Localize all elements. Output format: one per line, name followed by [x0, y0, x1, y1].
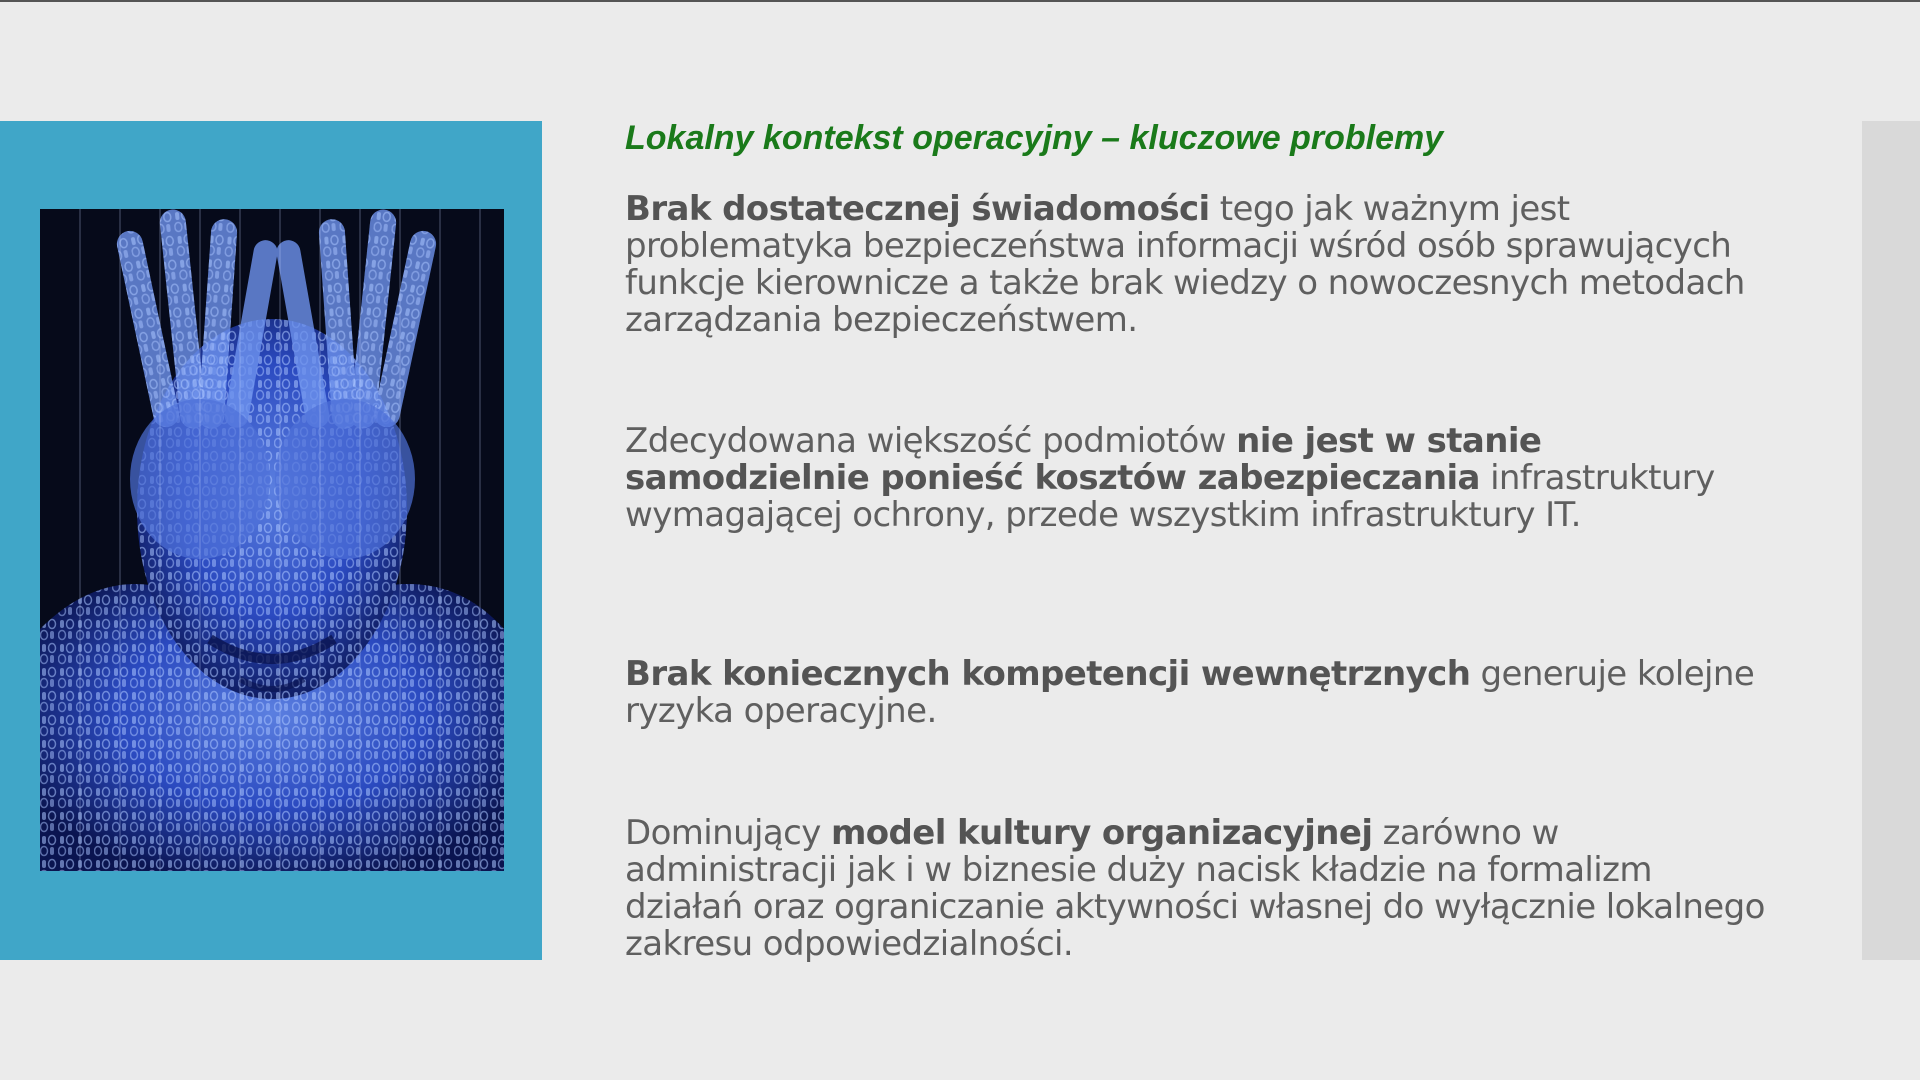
- top-border: [0, 0, 1920, 2]
- paragraph-awareness: Brak dostatecznej świadomości tego jak ważnym jest problematyka bezpieczeństwa informacji wśród osób sprawujących funkcje kierownicze a także brak wiedzy o nowoczesnych metodach zarządzania bezpieczeństwem.: [625, 189, 1745, 340]
- image-panel: [0, 121, 542, 960]
- right-edge-panel: [1862, 121, 1920, 960]
- paragraph-culture: Dominujący model kultury organizacyjnej zarówno w administracji jak i w biznesie duży nacisk kładzie na formalizm działań oraz ograniczanie aktywności własnej do wyłącznie lokalnego zakresu odpowiedzialności.: [625, 813, 1765, 964]
- paragraph-costs: Zdecydowana większość podmiotów nie jest w stanie samodzielnie ponieść kosztów zabezpieczania infrastruktury wymagającej ochrony, przede wszystkim infrastruktury IT.: [625, 421, 1715, 535]
- binary-face-photo: [40, 209, 504, 871]
- slide-title: Lokalny kontekst operacyjny – kluczowe problemy: [625, 119, 1444, 157]
- paragraph-competencies: Brak koniecznych kompetencji wewnętrznych generuje kolejne ryzyka operacyjne.: [625, 654, 1755, 731]
